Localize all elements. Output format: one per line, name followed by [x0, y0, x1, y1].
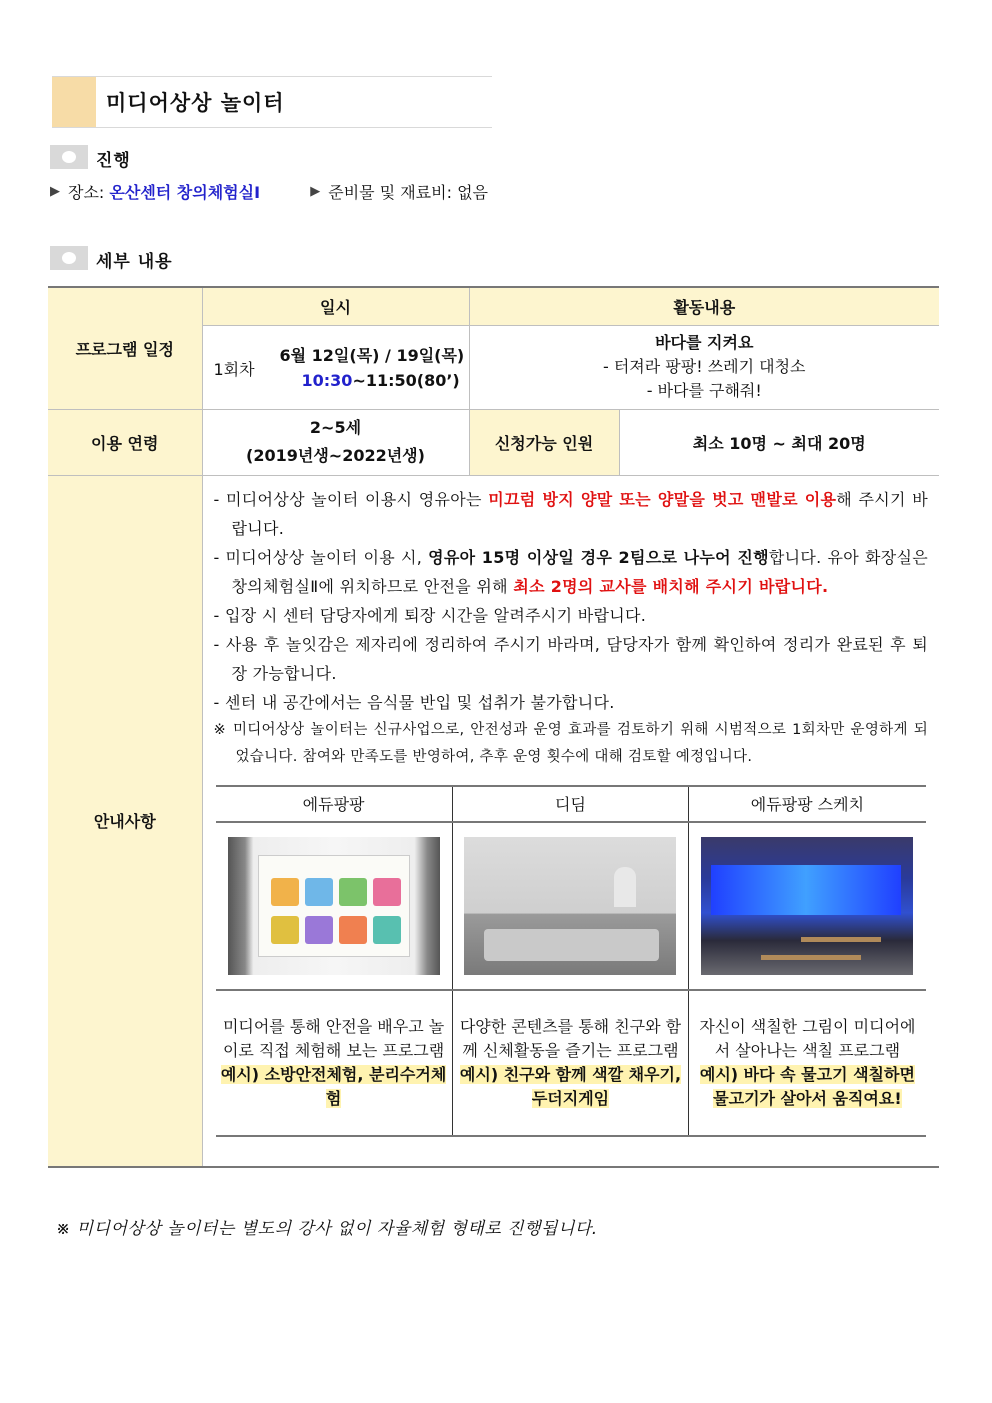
circle-bullet-icon	[50, 145, 88, 169]
info-row	[50, 180, 488, 203]
page-title: 미디어상상 놀이터	[106, 91, 285, 115]
activity-title: 바다를 지켜요	[655, 333, 754, 352]
age-value: 2~5세	[309, 418, 362, 437]
edupangpang-photo	[228, 837, 440, 975]
media-photo-cell	[689, 822, 926, 990]
program-schedule-label: 프로그램 일정	[48, 287, 202, 409]
notice-cell	[202, 475, 939, 1167]
triangle-right-icon: ▶	[50, 184, 60, 199]
media-name: 에듀팡팡 스케치	[689, 786, 926, 822]
title-accent	[52, 77, 96, 127]
activity-cell	[469, 325, 939, 409]
note-5: - 센터 내 공간에서는 음식물 반입 및 섭취가 불가합니다.	[213, 692, 615, 712]
note-3: - 입장 시 센터 담당자에게 퇴장 시간을 알려주시기 바랍니다.	[213, 605, 647, 625]
title-box	[52, 76, 492, 128]
sketch-photo	[701, 837, 913, 975]
media-photo-cell	[216, 822, 453, 990]
circle-bullet-icon	[50, 246, 88, 270]
capacity-value: 최소 10명 ~ 최대 20명	[619, 409, 939, 475]
place-value: 온산센터 창의체험실Ⅰ	[109, 183, 261, 202]
activity-item: - 터져라 팡팡! 쓰레기 대청소	[602, 357, 806, 376]
media-desc-cell	[689, 990, 926, 1136]
activity-item: - 바다를 구해줘!	[646, 381, 762, 400]
section-progress-label: 진행	[96, 151, 131, 171]
capacity-label: 신청가능 인원	[469, 409, 619, 475]
age-cell	[202, 409, 469, 475]
media-name: 에듀팡팡	[216, 786, 453, 822]
media-photo-cell	[452, 822, 689, 990]
session-label: 1회차	[213, 360, 255, 379]
note-6: ※ 미디어상상 놀이터는 신규사업으로, 안전성과 운영 효과를 검토하기 위해 시범적으로 1회차만 운영하게 되었습니다. 참여와 만족도를 반영하여, 추후 운영 횟수에 대해 검토할 예정입니다.	[213, 721, 929, 765]
detail-table	[48, 286, 939, 1168]
materials-text: 준비물 및 재료비: 없음	[328, 183, 488, 202]
note-1: - 미디어상상 놀이터 이용시 영유아는 미끄럼 방지 양말 또는 양말을 벗고 맨발로 이용해 주시기 바랍니다.	[213, 489, 929, 538]
schedule-cell	[202, 325, 469, 409]
triangle-right-icon: ▶	[310, 184, 321, 199]
media-desc: 다양한 콘텐츠를 통해 친구와 함께 신체활동을 즐기는 프로그램	[459, 1016, 682, 1060]
schedule-time-end: ~11:50(80’)	[352, 371, 460, 390]
media-desc: 미디어를 통해 안전을 배우고 놀이로 직접 체험해 보는 프로그램	[222, 1016, 445, 1060]
header-activity: 활동내용	[469, 287, 939, 325]
footer-note: ※ 미디어상상 놀이터는 별도의 강사 없이 자율체험 형태로 진행됩니다.	[56, 1219, 598, 1239]
media-desc-cell	[216, 990, 453, 1136]
media-desc: 자신이 색칠한 그림이 미디어에서 살아나는 색칠 프로그램	[699, 1016, 916, 1060]
note-2: - 미디어상상 놀이터 이용 시, 영유아 15명 이상일 경우 2팀으로 나누어 진행합니다. 유아 화장실은 창의체험실Ⅱ에 위치하므로 안전을 위해 최소 2명의 교사를 배치해 주시기 바랍니다.	[213, 547, 928, 596]
notice-label: 안내사항	[48, 475, 202, 1167]
media-name: 디딤	[452, 786, 689, 822]
media-example: 예시) 친구와 함께 색깔 채우기, 두더지게임	[459, 1064, 682, 1108]
media-desc-cell	[452, 990, 689, 1136]
media-example: 예시) 바다 속 물고기 색칠하면 물고기가 살아서 움직여요!	[699, 1064, 915, 1108]
schedule-dates: 6월 12일(목) / 19일(목)	[279, 346, 465, 365]
didim-photo	[464, 837, 676, 975]
place-label: 장소:	[68, 183, 105, 202]
header-date: 일시	[202, 287, 469, 325]
age-years: (2019년생~2022년생)	[246, 446, 425, 465]
media-example: 예시) 소방안전체험, 분리수거체험	[220, 1064, 447, 1108]
media-table	[216, 785, 926, 1137]
section-detail-label: 세부 내용	[96, 252, 173, 272]
note-4: - 사용 후 놀잇감은 제자리에 정리하여 주시기 바라며, 담당자가 함께 확인하여 정리가 완료된 후 퇴장 가능합니다.	[213, 634, 929, 683]
age-label: 이용 연령	[48, 409, 202, 475]
schedule-time-start: 10:30	[301, 371, 353, 390]
